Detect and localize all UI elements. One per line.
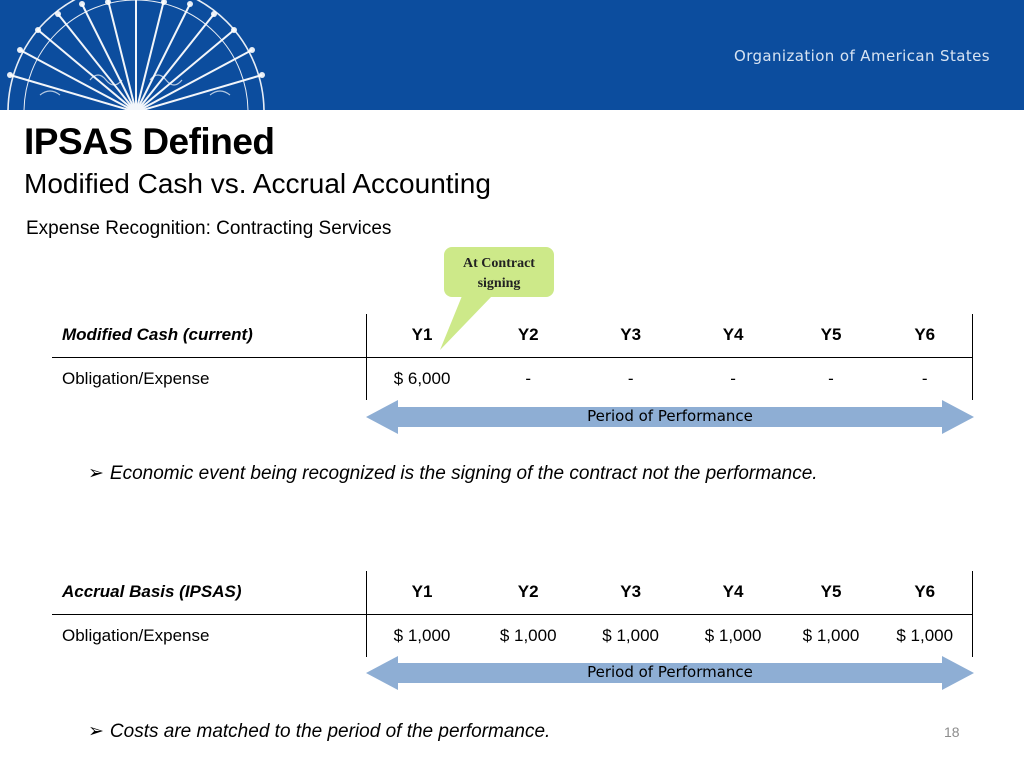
value-cell: $ 1,000 <box>704 625 762 645</box>
value-cell: - <box>877 357 972 400</box>
bullet-accrual <box>88 720 550 743</box>
value-cell: - <box>525 368 532 388</box>
value-cell: - <box>828 368 834 388</box>
year-header: Y6 <box>878 571 973 614</box>
callout-at-contract-signing: At Contract signing <box>444 247 554 297</box>
accrual-basis-table <box>52 571 973 657</box>
year-header: Y4 <box>722 325 744 345</box>
slide-title: IPSAS Defined <box>24 121 275 162</box>
year-header: Y1 <box>367 314 477 357</box>
value-cell: $ 1,000 <box>878 614 973 657</box>
arrow-label: Period of Performance <box>587 407 753 425</box>
oas-seal-icon <box>0 0 280 110</box>
value-cell: $ 1,000 <box>499 625 557 645</box>
year-header: Y2 <box>517 582 539 602</box>
table-title: Modified Cash (current) <box>62 325 253 345</box>
value-cell: $ 1,000 <box>602 625 659 645</box>
period-of-performance-arrow <box>366 399 974 435</box>
arrow-label: Period of Performance <box>587 663 753 681</box>
page-number: 18 <box>944 724 960 740</box>
organization-name: Organization of American States <box>734 47 990 65</box>
value-cell: $ 1,000 <box>367 614 477 657</box>
row-label: Obligation/Expense <box>62 368 210 388</box>
period-of-performance-arrow <box>366 655 974 691</box>
bullet-text: Costs are matched to the period of the performance. <box>109 721 551 742</box>
table-row <box>52 614 973 657</box>
value-cell: - <box>627 368 634 388</box>
year-header: Y6 <box>877 314 972 357</box>
section-label: Expense Recognition: Contracting Services <box>26 218 392 239</box>
year-header: Y4 <box>722 582 744 602</box>
slide-subtitle: Modified Cash vs. Accrual Accounting <box>24 168 491 199</box>
modified-cash-table <box>52 314 973 400</box>
arrow-bullet-icon: ➢ <box>88 463 104 484</box>
year-header: Y2 <box>517 325 539 345</box>
arrow-bullet-icon: ➢ <box>88 721 104 742</box>
year-header: Y3 <box>620 582 642 602</box>
table-header-row <box>52 571 973 614</box>
table-row <box>52 357 973 400</box>
value-cell: $ 1,000 <box>802 625 860 645</box>
row-label: Obligation/Expense <box>62 625 210 645</box>
table-header-row <box>52 314 973 357</box>
value-cell: - <box>730 368 736 388</box>
year-header: Y1 <box>367 571 477 614</box>
year-header: Y5 <box>820 582 842 602</box>
header-banner <box>0 0 1024 110</box>
year-header: Y5 <box>820 325 842 345</box>
year-header: Y3 <box>620 325 642 345</box>
bullet-text: Economic event being recognized is the signing of the contract not the performance. <box>109 463 818 484</box>
table-title: Accrual Basis (IPSAS) <box>62 582 242 602</box>
value-cell: $ 6,000 <box>367 357 477 400</box>
bullet-modified <box>88 462 818 485</box>
